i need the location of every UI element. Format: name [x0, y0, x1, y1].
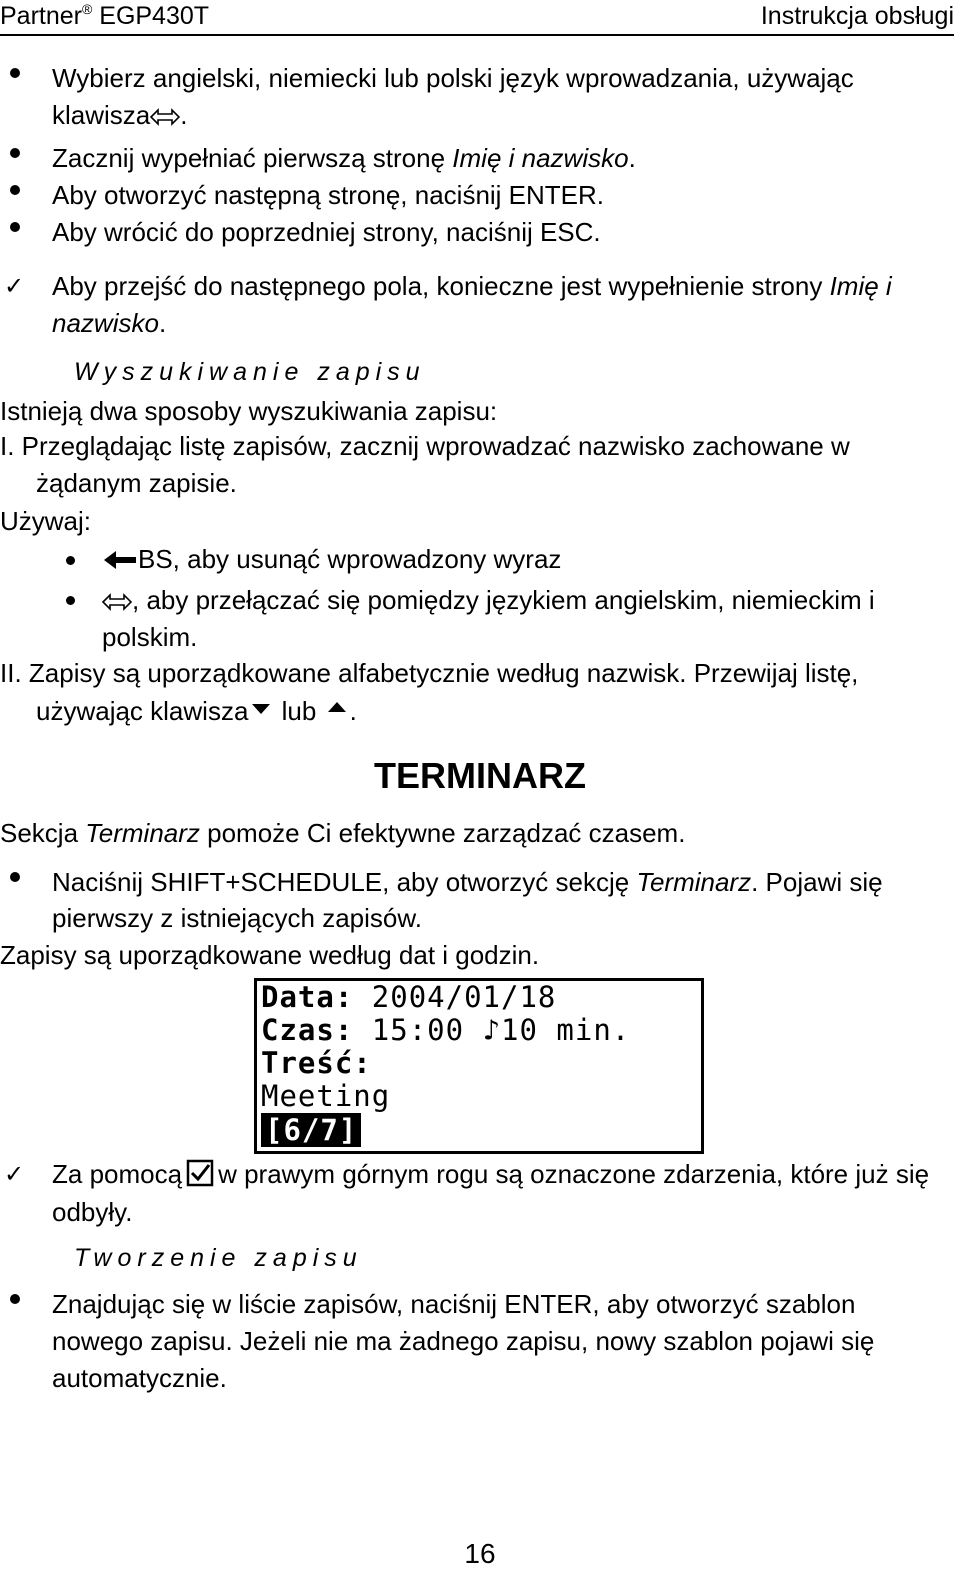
- note-text: nazwisko.: [52, 308, 167, 338]
- list-item: żądanym zapisie.: [36, 468, 237, 498]
- bullet-text: pierwszy z istniejących zapisów.: [52, 903, 422, 933]
- left-arrow-icon: [102, 549, 138, 571]
- note-text: Aby przejść do następnego pola, konieczne jest wypełnienie strony Imię i: [52, 271, 892, 301]
- bullet-text: BS, aby usunąć wprowadzony wyraz: [102, 541, 561, 577]
- bullet-dot: [66, 596, 75, 605]
- bullet-text: polskim.: [102, 622, 198, 652]
- page-header: [0, 0, 954, 36]
- section-heading-search: Wyszukiwanie zapisu: [74, 358, 426, 386]
- lcd-time-row: Czas: 15:00 ♪10 min.: [261, 1013, 631, 1047]
- section-title-terminarz: TERMINARZ: [374, 755, 586, 796]
- bullet-dot: [10, 222, 20, 232]
- check-mark-icon: ✓: [4, 272, 25, 300]
- bullet-text: Aby wrócić do poprzedniej strony, naciśnij ESC.: [52, 217, 601, 247]
- triangle-down-icon: [252, 704, 270, 714]
- note-text: Za pomocą w prawym górnym rogu są oznaczone zdarzenia, które już się: [52, 1159, 930, 1189]
- bullet-dot: [10, 872, 20, 882]
- bullet-dot: [10, 1294, 20, 1304]
- list-item: II. Zapisy są uporządkowane alfabetycznie według nazwisk. Przewijaj listę,: [0, 658, 859, 688]
- header-doc-title: Instrukcja obsługi: [760, 2, 954, 30]
- list-item: używając klawisza lub .: [36, 696, 357, 726]
- lcd-counter: [6/7]: [261, 1114, 361, 1147]
- bullet-text: Zacznij wypełniać pierwszą stronę Imię i nazwisko.: [52, 143, 636, 173]
- bullet-text: , aby przełączać się pomiędzy językiem angielskim, niemieckim i: [102, 582, 875, 618]
- bullet-dot: [10, 68, 20, 78]
- paragraph: Zapisy są uporządkowane według dat i godzin.: [0, 940, 540, 970]
- bullet-text: Naciśnij SHIFT+SCHEDULE, aby otworzyć sekcję Terminarz. Pojawi się: [52, 867, 883, 897]
- left-right-arrow-icon: [102, 593, 132, 611]
- list-item: I. Przeglądając listę zapisów, zacznij wprowadzać nazwisko zachowane w: [0, 431, 850, 461]
- left-right-arrow-icon: [150, 108, 180, 126]
- bullet-text: Znajdując się w liście zapisów, naciśnij ENTER, aby otworzyć szablon: [52, 1289, 856, 1319]
- bullet-text: klawisza .: [52, 100, 188, 130]
- bullet-text: nowego zapisu. Jeżeli nie ma żadnego zapisu, nowy szablon pojawi się: [52, 1326, 875, 1356]
- bullet-dot: [10, 185, 20, 195]
- bullet-text: automatycznie.: [52, 1363, 227, 1393]
- bullet-dot: [66, 556, 75, 565]
- paragraph: Istnieją dwa sposoby wyszukiwania zapisu:: [0, 396, 498, 426]
- check-mark-icon: ✓: [4, 1160, 25, 1188]
- header-brand: Partner® EGP430T: [0, 1, 210, 30]
- page-number: 16: [464, 1538, 496, 1569]
- alarm-icon: ♪: [482, 1013, 502, 1047]
- note-text: odbyły.: [52, 1197, 133, 1227]
- section-heading-create: Tworzenie zapisu: [74, 1244, 363, 1272]
- lcd-screen: [254, 978, 704, 1154]
- paragraph: Sekcja Terminarz pomoże Ci efektywne zarządzać czasem.: [0, 818, 686, 848]
- lcd-content-value: Meeting: [261, 1079, 391, 1113]
- bullet-text: Aby otworzyć następną stronę, naciśnij ENTER.: [52, 180, 605, 210]
- lcd-date-row: Data: 2004/01/18: [261, 980, 557, 1014]
- lcd-content-label: Treść:: [261, 1046, 372, 1080]
- bullet-dot: [10, 148, 20, 158]
- bullet-text: Wybierz angielski, niemiecki lub polski język wprowadzania, używając: [52, 63, 854, 93]
- checked-box-icon: [186, 1159, 214, 1187]
- label: Używaj:: [0, 506, 92, 536]
- triangle-up-icon: [328, 702, 346, 712]
